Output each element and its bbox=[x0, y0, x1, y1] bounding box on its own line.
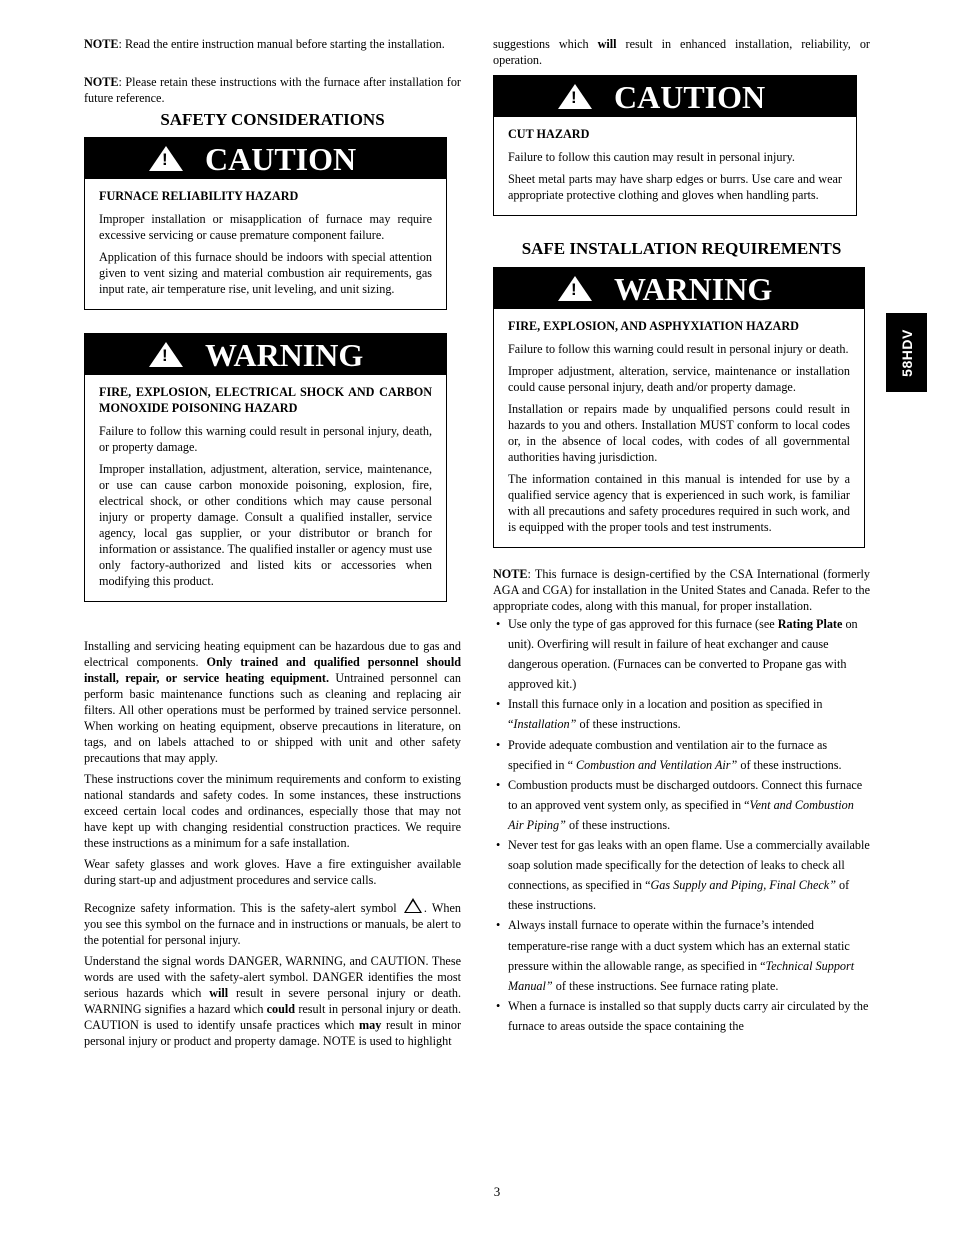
warning-text: The information contained in this manual is intended for use by a qualified service agency that is experienced in such work, is familiar with all precautions and safety procedures required in such work, and is equipped with the proper tools and test instruments. bbox=[508, 472, 850, 534]
page-number: 3 bbox=[493, 1184, 501, 1199]
left-column bbox=[84, 36, 461, 1054]
safety-considerations-heading: SAFETY CONSIDERATIONS bbox=[160, 110, 385, 129]
safety-body-text bbox=[84, 638, 461, 1049]
caution-box-cut-hazard bbox=[493, 75, 857, 216]
caution-title: CAUTION bbox=[205, 140, 357, 177]
paragraph: Understand the signal words DANGER, WARNING, and CAUTION. These words are used with the safety-alert symbol. DANGER identifies the most serious hazards which will result in severe personal injury or death. WARNING signifies a hazard which could result in personal injury or death. CAUTION is used to identify unsafe practices which may result in minor personal injury or product and property damage. NOTE is used to highlight bbox=[84, 954, 462, 1048]
model-side-tab: 58HDV bbox=[886, 313, 927, 392]
warning-text: Improper installation, adjustment, alteration, service, maintenance, or use can cause carbon monoxide poisoning, explosion, fire, electrical shock, or other conditions which may cause personal injury or property damage. Consult a qualified installer, service agency, local gas supplier, or your distributor or branch for information or assistance. The qualified installer or agency must use only factory-authorized and listed kits or accessories when modifying this product. bbox=[99, 462, 432, 588]
caution-title: CAUTION bbox=[614, 78, 766, 115]
installation-requirements-list bbox=[493, 614, 870, 1036]
warning-box-asphyxiation bbox=[493, 267, 865, 548]
safe-installation-heading: SAFE INSTALLATION REQUIREMENTS bbox=[521, 239, 842, 258]
warning-triangle-icon bbox=[149, 146, 183, 171]
hazard-title: CUT HAZARD bbox=[508, 127, 590, 141]
caution-text: Sheet metal parts may have sharp edges or burrs. Use care and wear appropriate protective clothing and gloves when handling parts. bbox=[508, 172, 842, 202]
warning-triangle-icon bbox=[558, 84, 592, 109]
note-csa-certification: NOTE: This furnace is design-certified by the CSA International (formerly AGA and CGA) for installation in the United States and Canada. Refer to the appropriate codes, along with this manual, for proper installation. bbox=[493, 567, 870, 613]
warning-title: WARNING bbox=[205, 336, 364, 373]
note-read-manual: NOTE: Read the entire instruction manual before starting the installation. bbox=[84, 37, 445, 51]
hazard-title: FIRE, EXPLOSION, ELECTRICAL SHOCK AND CARBON MONOXIDE POISONING HAZARD bbox=[99, 385, 432, 415]
warning-text: Failure to follow this warning could result in personal injury, death, or property damage. bbox=[99, 424, 432, 454]
paragraph: Installing and servicing heating equipment can be hazardous due to gas and electrical components. Only trained and qualified personnel should install, repair, or service heating equipment. Untrained personnel can perform basic maintenance functions such as cleaning and replacing air filters. All other operations must be performed by trained service personnel. When working on heating equipment, observe precautions in literature, on tags, and on labels attached to or shipped with unit and other safety precautions that may apply. bbox=[84, 639, 462, 765]
warning-text: Improper adjustment, alteration, service, maintenance or installation could cause personal injury, death and/or property damage. bbox=[508, 364, 850, 394]
hazard-title: FIRE, EXPLOSION, AND ASPHYXIATION HAZARD bbox=[508, 319, 799, 333]
paragraph: Recognize safety information. This is the safety-alert symbol . When you see this symbol on the furnace and in instructions or manuals, be alert to the potential for personal injury. bbox=[84, 898, 461, 948]
list-item: • Combustion products must be discharged outdoors. Connect this furnace to an approved vent system only, as specified in “Vent and Combustion Air Piping” of these instructions. bbox=[493, 775, 870, 835]
warning-box-fire-shock bbox=[84, 333, 447, 602]
warning-header bbox=[494, 268, 864, 309]
list-item: • Use only the type of gas approved for this furnace (see Rating Plate on unit). Overfiring will result in failure of heat exchanger and cause dangerous operation. (Furnaces can be converted to Propane gas with approved kit.) bbox=[493, 614, 870, 694]
warning-triangle-icon bbox=[149, 342, 183, 367]
list-item: • When a furnace is installed so that supply ducts carry air circulated by the furnace to areas outside the space containing the bbox=[493, 996, 870, 1036]
paragraph: These instructions cover the minimum requirements and conform to existing national standards and safety codes. In some instances, these instructions exceed certain local codes and ordinances, especially those that may not have kept up with changing residential construction practices. We require these instructions as a minimum for a safe installation. bbox=[84, 772, 461, 850]
caution-header bbox=[85, 138, 446, 179]
hazard-title: FURNACE RELIABILITY HAZARD bbox=[99, 189, 299, 203]
warning-title: WARNING bbox=[614, 270, 773, 307]
caution-text: Application of this furnace should be indoors with special attention given to vent sizing and material combustion air requirements, gas input rate, air temperature rise, unit leveling, and unit sizing. bbox=[99, 250, 432, 296]
list-item: • Never test for gas leaks with an open flame. Use a commercially available soap solution made specifically for the detection of leaks to check all connections, as specified in “Gas Supply and Piping, Final Check” of these instructions. bbox=[493, 835, 870, 915]
continued-text: suggestions which will result in enhanced installation, reliability, or operation. bbox=[493, 37, 870, 67]
safety-alert-symbol-icon bbox=[404, 898, 422, 913]
warning-text: Installation or repairs made by unqualified persons could result in hazards to you and others. Installation MUST conform to local codes or, in the absence of local codes, with codes of all governmental authorities having jurisdiction. bbox=[508, 402, 850, 464]
caution-text: Failure to follow this caution may result in personal injury. bbox=[508, 150, 795, 164]
note-retain-instructions: NOTE: Please retain these instructions with the furnace after installation for future reference. bbox=[84, 75, 461, 105]
warning-header bbox=[85, 334, 446, 375]
list-item: • Always install furnace to operate within the furnace’s intended temperature-rise range with a duct system which has an external static pressure within the allowable range, as specified in “Technical Support Manual” of these instructions. See furnace rating plate. bbox=[493, 915, 870, 995]
warning-text: Failure to follow this warning could result in personal injury or death. bbox=[508, 342, 849, 356]
caution-text: Improper installation or misapplication of furnace may require excessive servicing or cause premature component failure. bbox=[99, 212, 432, 242]
list-item: • Provide adequate combustion and ventilation air to the furnace as specified in “ Combustion and Ventilation Air” of these instructions. bbox=[493, 735, 870, 775]
paragraph: Wear safety glasses and work gloves. Have a fire extinguisher available during start-up and adjustment procedures and service calls. bbox=[84, 857, 461, 887]
list-item: • Install this furnace only in a location and position as specified in “Installation” of these instructions. bbox=[493, 694, 870, 734]
right-column bbox=[493, 36, 870, 1036]
warning-triangle-icon bbox=[558, 276, 592, 301]
caution-header bbox=[494, 76, 856, 117]
caution-box-reliability bbox=[84, 137, 447, 310]
